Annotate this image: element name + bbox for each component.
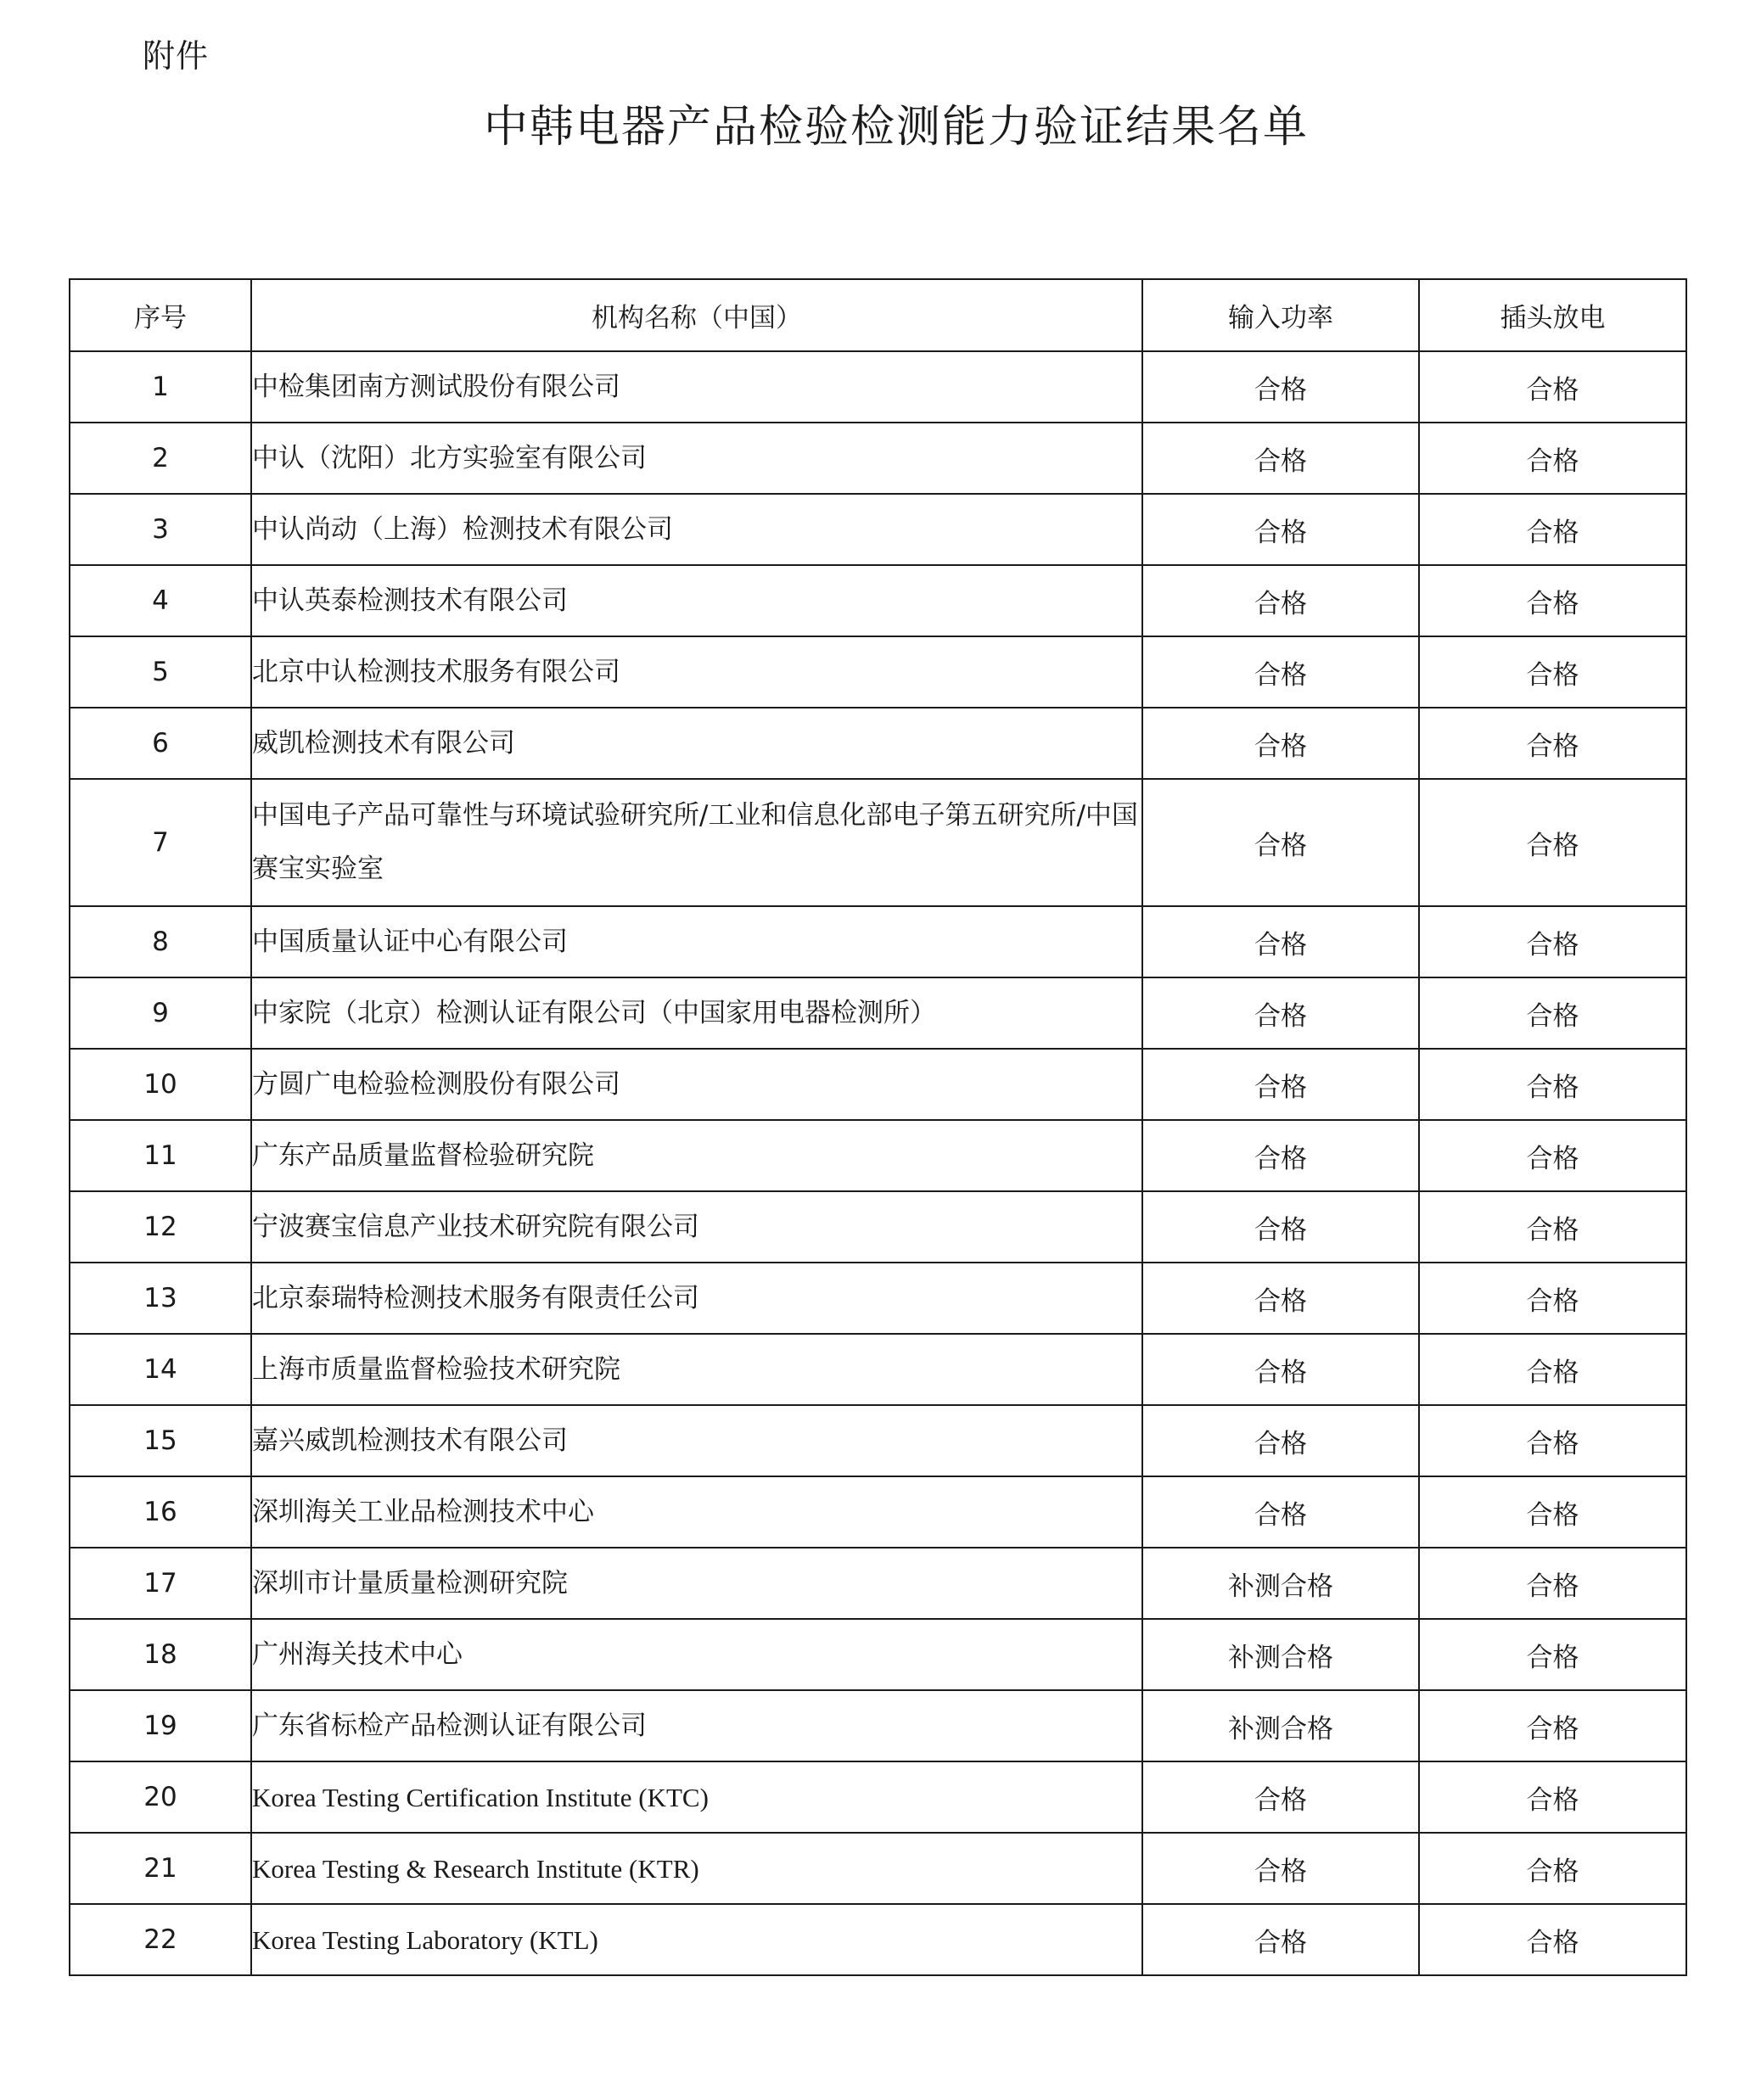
plug-discharge-result: 合格 — [1419, 1049, 1686, 1120]
institution-name: Korea Testing Certification Institute (KTC) — [251, 1761, 1142, 1833]
institution-name: 威凯检测技术有限公司 — [251, 708, 1142, 779]
input-power-result: 合格 — [1142, 779, 1419, 906]
table-body — [70, 351, 1686, 1975]
input-power-result: 合格 — [1142, 708, 1419, 779]
header-plug-discharge: 插头放电 — [1419, 279, 1686, 351]
table-row — [70, 708, 1686, 779]
table-row — [70, 1049, 1686, 1120]
input-power-result: 合格 — [1142, 1120, 1419, 1191]
input-power-result: 合格 — [1142, 1191, 1419, 1263]
input-power-result: 合格 — [1142, 494, 1419, 565]
plug-discharge-result: 合格 — [1419, 423, 1686, 494]
table-row — [70, 1334, 1686, 1405]
table-row — [70, 1476, 1686, 1548]
header-institution-name: 机构名称（中国） — [251, 279, 1142, 351]
institution-name: 上海市质量监督检验技术研究院 — [251, 1334, 1142, 1405]
results-table — [69, 278, 1687, 1976]
input-power-result: 合格 — [1142, 636, 1419, 708]
row-number: 5 — [70, 636, 251, 708]
row-number: 13 — [70, 1263, 251, 1334]
row-number: 4 — [70, 565, 251, 636]
input-power-result: 合格 — [1142, 1904, 1419, 1975]
table-row — [70, 1263, 1686, 1334]
row-number: 19 — [70, 1690, 251, 1761]
header-no: 序号 — [70, 279, 251, 351]
row-number: 8 — [70, 906, 251, 977]
input-power-result: 合格 — [1142, 1263, 1419, 1334]
header-input-power: 输入功率 — [1142, 279, 1419, 351]
table-row — [70, 636, 1686, 708]
row-number: 21 — [70, 1833, 251, 1904]
row-number: 22 — [70, 1904, 251, 1975]
input-power-result: 合格 — [1142, 423, 1419, 494]
table-row — [70, 1904, 1686, 1975]
institution-name: 中认尚动（上海）检测技术有限公司 — [251, 494, 1142, 565]
input-power-result: 合格 — [1142, 565, 1419, 636]
institution-name: 中检集团南方测试股份有限公司 — [251, 351, 1142, 423]
table-row — [70, 423, 1686, 494]
plug-discharge-result: 合格 — [1419, 1263, 1686, 1334]
plug-discharge-result: 合格 — [1419, 1904, 1686, 1975]
plug-discharge-result: 合格 — [1419, 1548, 1686, 1619]
table-row — [70, 1833, 1686, 1904]
institution-name: 宁波赛宝信息产业技术研究院有限公司 — [251, 1191, 1142, 1263]
institution-name: 广州海关技术中心 — [251, 1619, 1142, 1690]
institution-name: 深圳海关工业品检测技术中心 — [251, 1476, 1142, 1548]
row-number: 15 — [70, 1405, 251, 1476]
table-row — [70, 494, 1686, 565]
table-row — [70, 565, 1686, 636]
input-power-result: 合格 — [1142, 1334, 1419, 1405]
institution-name: 广东省标检产品检测认证有限公司 — [251, 1690, 1142, 1761]
table-row — [70, 1761, 1686, 1833]
input-power-result: 补测合格 — [1142, 1690, 1419, 1761]
plug-discharge-result: 合格 — [1419, 779, 1686, 906]
table-row — [70, 1191, 1686, 1263]
input-power-result: 合格 — [1142, 1833, 1419, 1904]
row-number: 9 — [70, 977, 251, 1049]
table-row — [70, 1690, 1686, 1761]
plug-discharge-result: 合格 — [1419, 1120, 1686, 1191]
plug-discharge-result: 合格 — [1419, 906, 1686, 977]
input-power-result: 补测合格 — [1142, 1619, 1419, 1690]
row-number: 6 — [70, 708, 251, 779]
institution-name: 中家院（北京）检测认证有限公司（中国家用电器检测所） — [251, 977, 1142, 1049]
table-row — [70, 1619, 1686, 1690]
row-number: 12 — [70, 1191, 251, 1263]
row-number: 11 — [70, 1120, 251, 1191]
plug-discharge-result: 合格 — [1419, 1476, 1686, 1548]
institution-name: Korea Testing & Research Institute (KTR) — [251, 1833, 1142, 1904]
input-power-result: 合格 — [1142, 1476, 1419, 1548]
plug-discharge-result: 合格 — [1419, 1690, 1686, 1761]
plug-discharge-result: 合格 — [1419, 1619, 1686, 1690]
plug-discharge-result: 合格 — [1419, 1334, 1686, 1405]
institution-name: Korea Testing Laboratory (KTL) — [251, 1904, 1142, 1975]
input-power-result: 合格 — [1142, 906, 1419, 977]
row-number: 1 — [70, 351, 251, 423]
plug-discharge-result: 合格 — [1419, 1191, 1686, 1263]
row-number: 16 — [70, 1476, 251, 1548]
plug-discharge-result: 合格 — [1419, 1405, 1686, 1476]
table-header-row — [70, 279, 1686, 351]
table-row — [70, 1548, 1686, 1619]
institution-name: 中国质量认证中心有限公司 — [251, 906, 1142, 977]
plug-discharge-result: 合格 — [1419, 1761, 1686, 1833]
table-row — [70, 977, 1686, 1049]
input-power-result: 合格 — [1142, 1405, 1419, 1476]
row-number: 3 — [70, 494, 251, 565]
plug-discharge-result: 合格 — [1419, 708, 1686, 779]
institution-name: 中认英泰检测技术有限公司 — [251, 565, 1142, 636]
institution-name: 中认（沈阳）北方实验室有限公司 — [251, 423, 1142, 494]
plug-discharge-result: 合格 — [1419, 1833, 1686, 1904]
input-power-result: 合格 — [1142, 351, 1419, 423]
institution-name: 北京中认检测技术服务有限公司 — [251, 636, 1142, 708]
table-row — [70, 1405, 1686, 1476]
table-row — [70, 906, 1686, 977]
row-number: 14 — [70, 1334, 251, 1405]
attachment-label: 附件 — [143, 37, 210, 75]
institution-name: 深圳市计量质量检测研究院 — [251, 1548, 1142, 1619]
table-row — [70, 351, 1686, 423]
plug-discharge-result: 合格 — [1419, 565, 1686, 636]
row-number: 2 — [70, 423, 251, 494]
input-power-result: 合格 — [1142, 977, 1419, 1049]
institution-name: 北京泰瑞特检测技术服务有限责任公司 — [251, 1263, 1142, 1334]
input-power-result: 合格 — [1142, 1049, 1419, 1120]
plug-discharge-result: 合格 — [1419, 351, 1686, 423]
table-row — [70, 1120, 1686, 1191]
institution-name: 中国电子产品可靠性与环境试验研究所/工业和信息化部电子第五研究所/中国赛宝实验室 — [251, 779, 1142, 906]
input-power-result: 合格 — [1142, 1761, 1419, 1833]
row-number: 7 — [70, 779, 251, 906]
institution-name: 广东产品质量监督检验研究院 — [251, 1120, 1142, 1191]
input-power-result: 补测合格 — [1142, 1548, 1419, 1619]
institution-name: 方圆广电检验检测股份有限公司 — [251, 1049, 1142, 1120]
table-row — [70, 779, 1686, 906]
row-number: 10 — [70, 1049, 251, 1120]
row-number: 18 — [70, 1619, 251, 1690]
plug-discharge-result: 合格 — [1419, 636, 1686, 708]
document-title: 中韩电器产品检验检测能力验证结果名单 — [483, 102, 1309, 153]
row-number: 17 — [70, 1548, 251, 1619]
plug-discharge-result: 合格 — [1419, 977, 1686, 1049]
row-number: 20 — [70, 1761, 251, 1833]
institution-name: 嘉兴威凯检测技术有限公司 — [251, 1405, 1142, 1476]
plug-discharge-result: 合格 — [1419, 494, 1686, 565]
